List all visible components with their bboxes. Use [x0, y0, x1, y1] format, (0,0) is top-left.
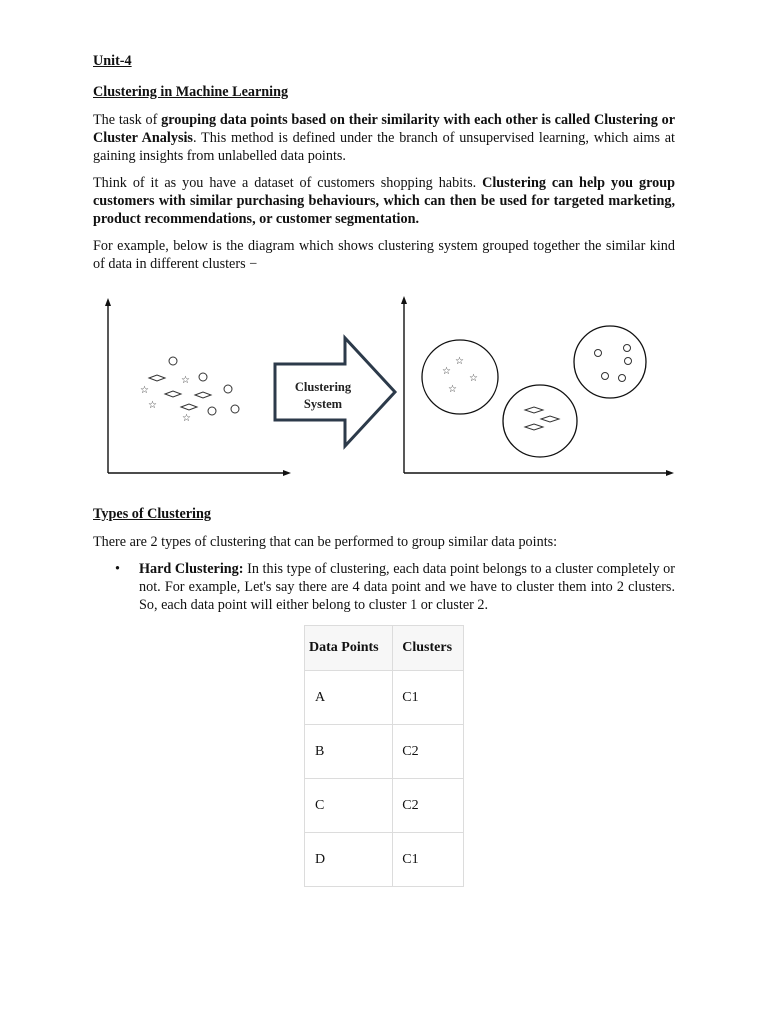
bullet: •	[115, 561, 120, 577]
table-row	[305, 833, 464, 887]
arrow-label-line1: Clustering	[294, 380, 352, 394]
types-intro: There are 2 types of clustering that can be performed to group similar data points:	[93, 534, 558, 550]
cluster-stars	[422, 340, 498, 414]
clustering-diagram	[93, 290, 683, 480]
left-axes	[105, 298, 291, 476]
cluster-circles-points	[595, 345, 632, 382]
para2-text-start: Think of it as you have a dataset of customers shopping habits.	[93, 175, 483, 191]
table-row	[305, 779, 464, 833]
cluster-diamonds	[503, 385, 577, 457]
para1-text-start: The task of	[93, 112, 162, 128]
para1-bold: grouping data points based on their similarity with each other is called Clustering or Cluster Analysis	[93, 112, 675, 146]
unit-title: Unit-4	[93, 53, 132, 69]
header-clusters: Clusters	[393, 626, 464, 671]
para2-bold: Clustering can help you group customers with similar purchasing behaviours, which can then be used for targeted marketing, product recommendations, or customer segmentation.	[93, 175, 676, 227]
cell-cluster: C1	[393, 671, 464, 725]
svg-text:☆: ☆	[442, 366, 451, 377]
cell-data-point: C	[305, 779, 393, 833]
cluster-diamonds-points	[525, 407, 559, 430]
cell-data-point: D	[305, 833, 393, 887]
point-circle	[199, 373, 207, 381]
point-star: ☆	[181, 375, 190, 386]
cluster-circles	[574, 326, 646, 398]
types-heading: Types of Clustering	[93, 506, 211, 522]
point-diamond	[181, 404, 197, 410]
right-axes	[401, 296, 674, 476]
arrow-label-line2: System	[303, 397, 343, 411]
table-header-row	[305, 626, 464, 671]
hard-clustering-description: In this type of clustering, each data point belongs to a cluster completely or not. For example, Let's say there are 4 data point and we have to cluster them into 2 clusters. So, each data point will either belong to cluster 1 or cluster 2.	[139, 561, 675, 613]
section-title: Clustering in Machine Learning	[93, 84, 289, 100]
point-star: ☆	[182, 413, 191, 424]
point-diamond	[165, 391, 181, 397]
svg-text:☆: ☆	[448, 384, 457, 395]
svg-text:☆: ☆	[469, 373, 478, 384]
header-data-points: Data Points	[305, 626, 393, 671]
table-row	[305, 671, 464, 725]
point-diamond	[149, 375, 165, 381]
cell-data-point: B	[305, 725, 393, 779]
paragraph-definition	[93, 111, 675, 165]
para1-text-end: . This method is defined under the branch of unsupervised learning, which aims at gaining insights from unlabelled data points.	[93, 130, 675, 164]
unclustered-stars	[140, 375, 191, 424]
data-points-table	[304, 625, 464, 887]
svg-text:☆: ☆	[455, 356, 464, 367]
cell-cluster: C2	[393, 725, 464, 779]
hard-clustering-label: Hard Clustering:	[139, 561, 244, 577]
cell-data-point: A	[305, 671, 393, 725]
point-star: ☆	[140, 385, 149, 396]
unclustered-points	[149, 357, 239, 415]
paragraph-diagram-intro: For example, below is the diagram which shows clustering system grouped together the similar kind of data in different clusters −	[93, 238, 675, 272]
point-circle	[224, 385, 232, 393]
hard-clustering-text	[139, 560, 675, 614]
point-circle	[208, 407, 216, 415]
cluster-stars-points	[442, 356, 478, 395]
point-circle	[169, 357, 177, 365]
cell-cluster: C1	[393, 833, 464, 887]
point-star: ☆	[148, 400, 157, 411]
point-circle	[231, 405, 239, 413]
cell-cluster: C2	[393, 779, 464, 833]
document-body	[93, 46, 675, 273]
table-row	[305, 725, 464, 779]
point-diamond	[195, 392, 211, 398]
paragraph-example-customers	[93, 174, 675, 228]
